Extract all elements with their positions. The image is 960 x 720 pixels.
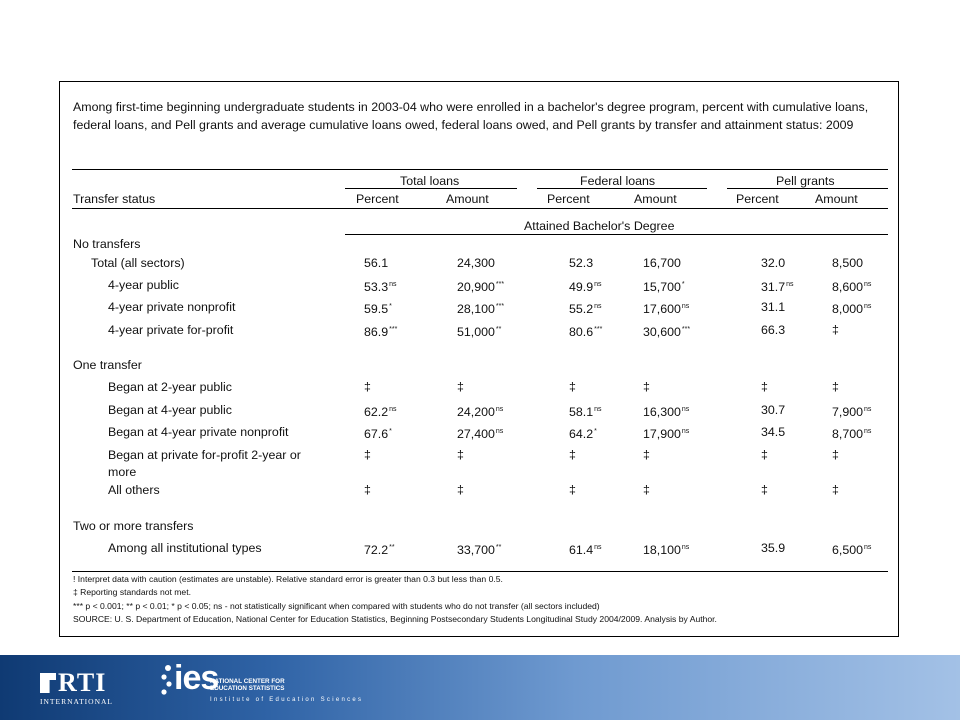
footer-band: [0, 655, 960, 720]
significance-marker: *: [389, 303, 392, 310]
note-significance: *** p < 0.001; ** p < 0.01; * p < 0.05; ns - not statistically significant when compared with students who do not transfer (all sectors included): [73, 600, 600, 611]
cell-value: 86.9: [364, 325, 389, 339]
cell-value: ‡: [643, 483, 650, 497]
cell-value: 8,500: [832, 256, 864, 270]
cell-value: ‡: [832, 323, 839, 337]
table-cell: [364, 448, 371, 462]
table-cell: [761, 323, 785, 337]
cell-value: 17,900: [643, 427, 681, 441]
rti-logo-text: RTI: [58, 668, 107, 697]
cell-value: 8,600: [832, 280, 864, 294]
table-cell: [364, 323, 397, 339]
table-cell: [457, 278, 504, 294]
cell-value: ‡: [569, 380, 576, 394]
cell-value: 58.1: [569, 405, 594, 419]
significance-marker: ***: [389, 326, 398, 333]
cell-value: 80.6: [569, 325, 594, 339]
table-cell: [643, 323, 690, 339]
row-label: Began at 2-year public: [108, 380, 232, 394]
table-cell: [457, 483, 464, 497]
column-header-stub: Transfer status: [73, 192, 156, 206]
table-cell: [761, 256, 785, 270]
table-cell: [457, 541, 501, 557]
cell-value: 31.1: [761, 300, 786, 314]
table-cell: [569, 300, 602, 316]
cell-value: ‡: [832, 448, 839, 462]
significance-marker: ns: [681, 303, 690, 310]
group-rule-pell: [727, 188, 888, 189]
table-cell: [761, 425, 785, 439]
table-cell: [832, 425, 871, 441]
cell-value: 64.2: [569, 427, 594, 441]
cell-value: 35.9: [761, 541, 786, 555]
significance-marker: ns: [864, 281, 872, 288]
rule-under-headers: [72, 208, 888, 209]
table-cell: [457, 425, 503, 441]
table-cell: [569, 541, 602, 557]
table-cell: [643, 403, 689, 419]
ies-logo-wordmark: ies: [174, 659, 219, 697]
table-cell: [457, 403, 503, 419]
significance-marker: ***: [495, 281, 505, 288]
table-cell: [457, 323, 501, 339]
table-cell: [832, 323, 839, 337]
significance-marker: ns: [389, 406, 397, 413]
section-one-transfer: One transfer: [73, 358, 142, 372]
cell-value: 66.3: [761, 323, 786, 337]
significance-marker: ns: [594, 303, 602, 310]
group-header-federal-loans: Federal loans: [580, 174, 656, 188]
cell-value: 8,700: [832, 427, 864, 441]
table-cell: [832, 380, 839, 394]
significance-marker: ns: [786, 281, 794, 288]
significance-marker: ns: [681, 544, 690, 551]
cell-value: 8,000: [832, 302, 864, 316]
cell-value: ‡: [457, 448, 464, 462]
significance-marker: ns: [864, 428, 872, 435]
table-cell: [569, 278, 602, 294]
nces-line-1: NATIONAL CENTER FOR: [210, 678, 285, 685]
significance-marker: ns: [864, 544, 872, 551]
significance-marker: ns: [864, 406, 872, 413]
rti-mark-icon: [40, 673, 56, 693]
group-header-pell-grants: Pell grants: [776, 174, 835, 188]
table-cell: [832, 256, 863, 270]
cell-value: 72.2: [364, 543, 389, 557]
cell-value: ‡: [761, 448, 768, 462]
table-cell: [569, 380, 576, 394]
cell-value: 31.7: [761, 280, 786, 294]
table-notes: [73, 573, 893, 626]
cell-value: ‡: [364, 448, 371, 462]
table-cell: [569, 483, 576, 497]
cell-value: 6,500: [832, 543, 864, 557]
table-cell: [832, 403, 871, 419]
cell-value: 15,700: [643, 280, 681, 294]
note-source: SOURCE: U. S. Department of Education, National Center for Education Statistics, Beginning Postsecondary Students Longitudinal Study 2004/2009. Analysis by Author.: [73, 613, 717, 624]
note-interpret-caution: ! Interpret data with caution (estimates are unstable). Relative standard error is greater than 0.3 but less than 0.5.: [73, 574, 503, 584]
row-label: Among all institutional types: [108, 541, 262, 555]
table-cell: [832, 300, 871, 316]
cell-value: 32.0: [761, 256, 786, 270]
table-cell: [569, 403, 602, 419]
significance-marker: ns: [681, 406, 690, 413]
row-label: Total (all sectors): [91, 256, 185, 270]
significance-marker: ***: [594, 326, 603, 333]
column-header-percent-1: Percent: [356, 192, 399, 206]
significance-marker: ns: [681, 428, 690, 435]
cell-value: 51,000: [457, 325, 495, 339]
table-title: Among first-time beginning undergraduate students in 2003-04 who were enrolled in a bachelor's degree program, percent with cumulative loans, federal loans, and Pell grants and average cumulative loans owed, federal loans owed, and Pell grants by transfer and attainment status: 2009: [73, 100, 869, 132]
table-cell: [457, 300, 504, 316]
cell-value: 34.5: [761, 425, 786, 439]
row-label: 4-year private nonprofit: [108, 300, 236, 314]
significance-marker: ***: [681, 326, 691, 333]
cell-value: 17,600: [643, 302, 681, 316]
table-cell: [364, 256, 388, 270]
significance-marker: ***: [495, 303, 505, 310]
table-cell: [643, 278, 685, 294]
cell-value: 61.4: [569, 543, 594, 557]
column-header-amount-3: Amount: [815, 192, 858, 206]
table-cell: [569, 448, 576, 462]
table-cell: [364, 541, 395, 557]
cell-value: ‡: [457, 380, 464, 394]
significance-marker: ns: [594, 281, 602, 288]
cell-value: ‡: [643, 380, 650, 394]
cell-value: 18,100: [643, 543, 681, 557]
rule-top: [72, 169, 888, 170]
significance-marker: *: [594, 428, 597, 435]
row-label: Began at 4-year public: [108, 403, 232, 417]
cell-value: 59.5: [364, 302, 389, 316]
significance-marker: ns: [864, 303, 872, 310]
cell-value: 24,300: [457, 256, 495, 270]
table-cell: [832, 278, 871, 294]
table-cell: [643, 448, 650, 462]
cell-value: ‡: [643, 448, 650, 462]
table-cell: [761, 278, 794, 294]
note-reporting-standards: ‡ Reporting standards not met.: [73, 587, 191, 598]
table-cell: [761, 380, 768, 394]
table-cell: [832, 448, 839, 462]
significance-marker: ns: [594, 406, 602, 413]
cell-value: ‡: [457, 483, 464, 497]
table-cell: [364, 425, 392, 441]
cell-value: ‡: [364, 380, 371, 394]
nces-logo-text: [210, 678, 285, 692]
cell-value: 27,400: [457, 427, 495, 441]
significance-marker: ns: [389, 281, 397, 288]
cell-value: 52.3: [569, 256, 594, 270]
column-header-amount-2: Amount: [634, 192, 677, 206]
cell-value: 33,700: [457, 543, 495, 557]
rti-logo-subtext: INTERNATIONAL: [40, 697, 113, 706]
column-header-percent-3: Percent: [736, 192, 779, 206]
cell-value: ‡: [569, 483, 576, 497]
table-cell: [761, 300, 785, 314]
table-cell: [761, 448, 768, 462]
cell-value: 53.3: [364, 280, 389, 294]
table-cell: [364, 403, 397, 419]
cell-value: 24,200: [457, 405, 495, 419]
significance-marker: ns: [495, 428, 504, 435]
cell-value: ‡: [832, 380, 839, 394]
row-label: Began at 4-year private nonprofit: [108, 425, 289, 439]
column-header-percent-2: Percent: [547, 192, 590, 206]
significance-marker: *: [681, 281, 685, 288]
table-cell: [643, 483, 650, 497]
table-cell: [761, 483, 768, 497]
cell-value: ‡: [832, 483, 839, 497]
spanner-attained-bachelors: Attained Bachelor's Degree: [524, 219, 675, 233]
cell-value: ‡: [569, 448, 576, 462]
table-cell: [761, 541, 785, 555]
ies-dots-icon: [160, 662, 174, 708]
table-cell: [643, 541, 689, 557]
group-rule-federal: [537, 188, 707, 189]
table-cell: [457, 448, 464, 462]
table-cell: [364, 483, 371, 497]
significance-marker: ns: [594, 544, 602, 551]
table-cell: [832, 483, 839, 497]
cell-value: 30.7: [761, 403, 786, 417]
table-cell: [643, 425, 689, 441]
cell-value: ‡: [761, 483, 768, 497]
cell-value: 62.2: [364, 405, 389, 419]
nces-line-2: EDUCATION STATISTICS: [210, 685, 285, 692]
group-rule-total: [345, 188, 517, 189]
cell-value: 56.1: [364, 256, 389, 270]
significance-marker: **: [495, 326, 502, 333]
cell-value: 16,700: [643, 256, 681, 270]
table-cell: [643, 300, 689, 316]
table-cell: [832, 541, 871, 557]
table-cell: [457, 256, 495, 270]
cell-value: 49.9: [569, 280, 594, 294]
cell-value: 16,300: [643, 405, 681, 419]
section-two-or-more: Two or more transfers: [73, 519, 194, 533]
row-label-continued: more: [108, 465, 137, 479]
table-cell: [364, 380, 371, 394]
group-header-total-loans: Total loans: [400, 174, 460, 188]
row-label: All others: [108, 483, 160, 497]
significance-marker: **: [495, 544, 502, 551]
cell-value: 55.2: [569, 302, 594, 316]
table-cell: [761, 403, 785, 417]
cell-value: 67.6: [364, 427, 389, 441]
cell-value: ‡: [761, 380, 768, 394]
significance-marker: *: [389, 428, 392, 435]
significance-marker: ns: [495, 406, 504, 413]
table-cell: [643, 380, 650, 394]
cell-value: 28,100: [457, 302, 495, 316]
rule-under-spanner: [345, 234, 888, 235]
table-cell: [569, 425, 597, 441]
column-header-amount-1: Amount: [446, 192, 489, 206]
table-cell: [364, 300, 392, 316]
ies-full-name: Institute of Education Sciences: [210, 697, 364, 703]
significance-marker: **: [389, 544, 395, 551]
row-label: 4-year private for-profit: [108, 323, 234, 337]
cell-value: 20,900: [457, 280, 495, 294]
rti-logo: [40, 670, 113, 706]
row-label: Began at private for-profit 2-year or: [108, 448, 301, 462]
cell-value: 7,900: [832, 405, 864, 419]
cell-value: ‡: [364, 483, 371, 497]
table-cell: [569, 256, 593, 270]
cell-value: 30,600: [643, 325, 681, 339]
rule-bottom: [72, 571, 888, 572]
row-label: 4-year public: [108, 278, 179, 292]
table-cell: [364, 278, 397, 294]
table-cell: [569, 323, 602, 339]
table-cell: [643, 256, 681, 270]
table-cell: [457, 380, 464, 394]
section-no-transfers: No transfers: [73, 237, 141, 251]
